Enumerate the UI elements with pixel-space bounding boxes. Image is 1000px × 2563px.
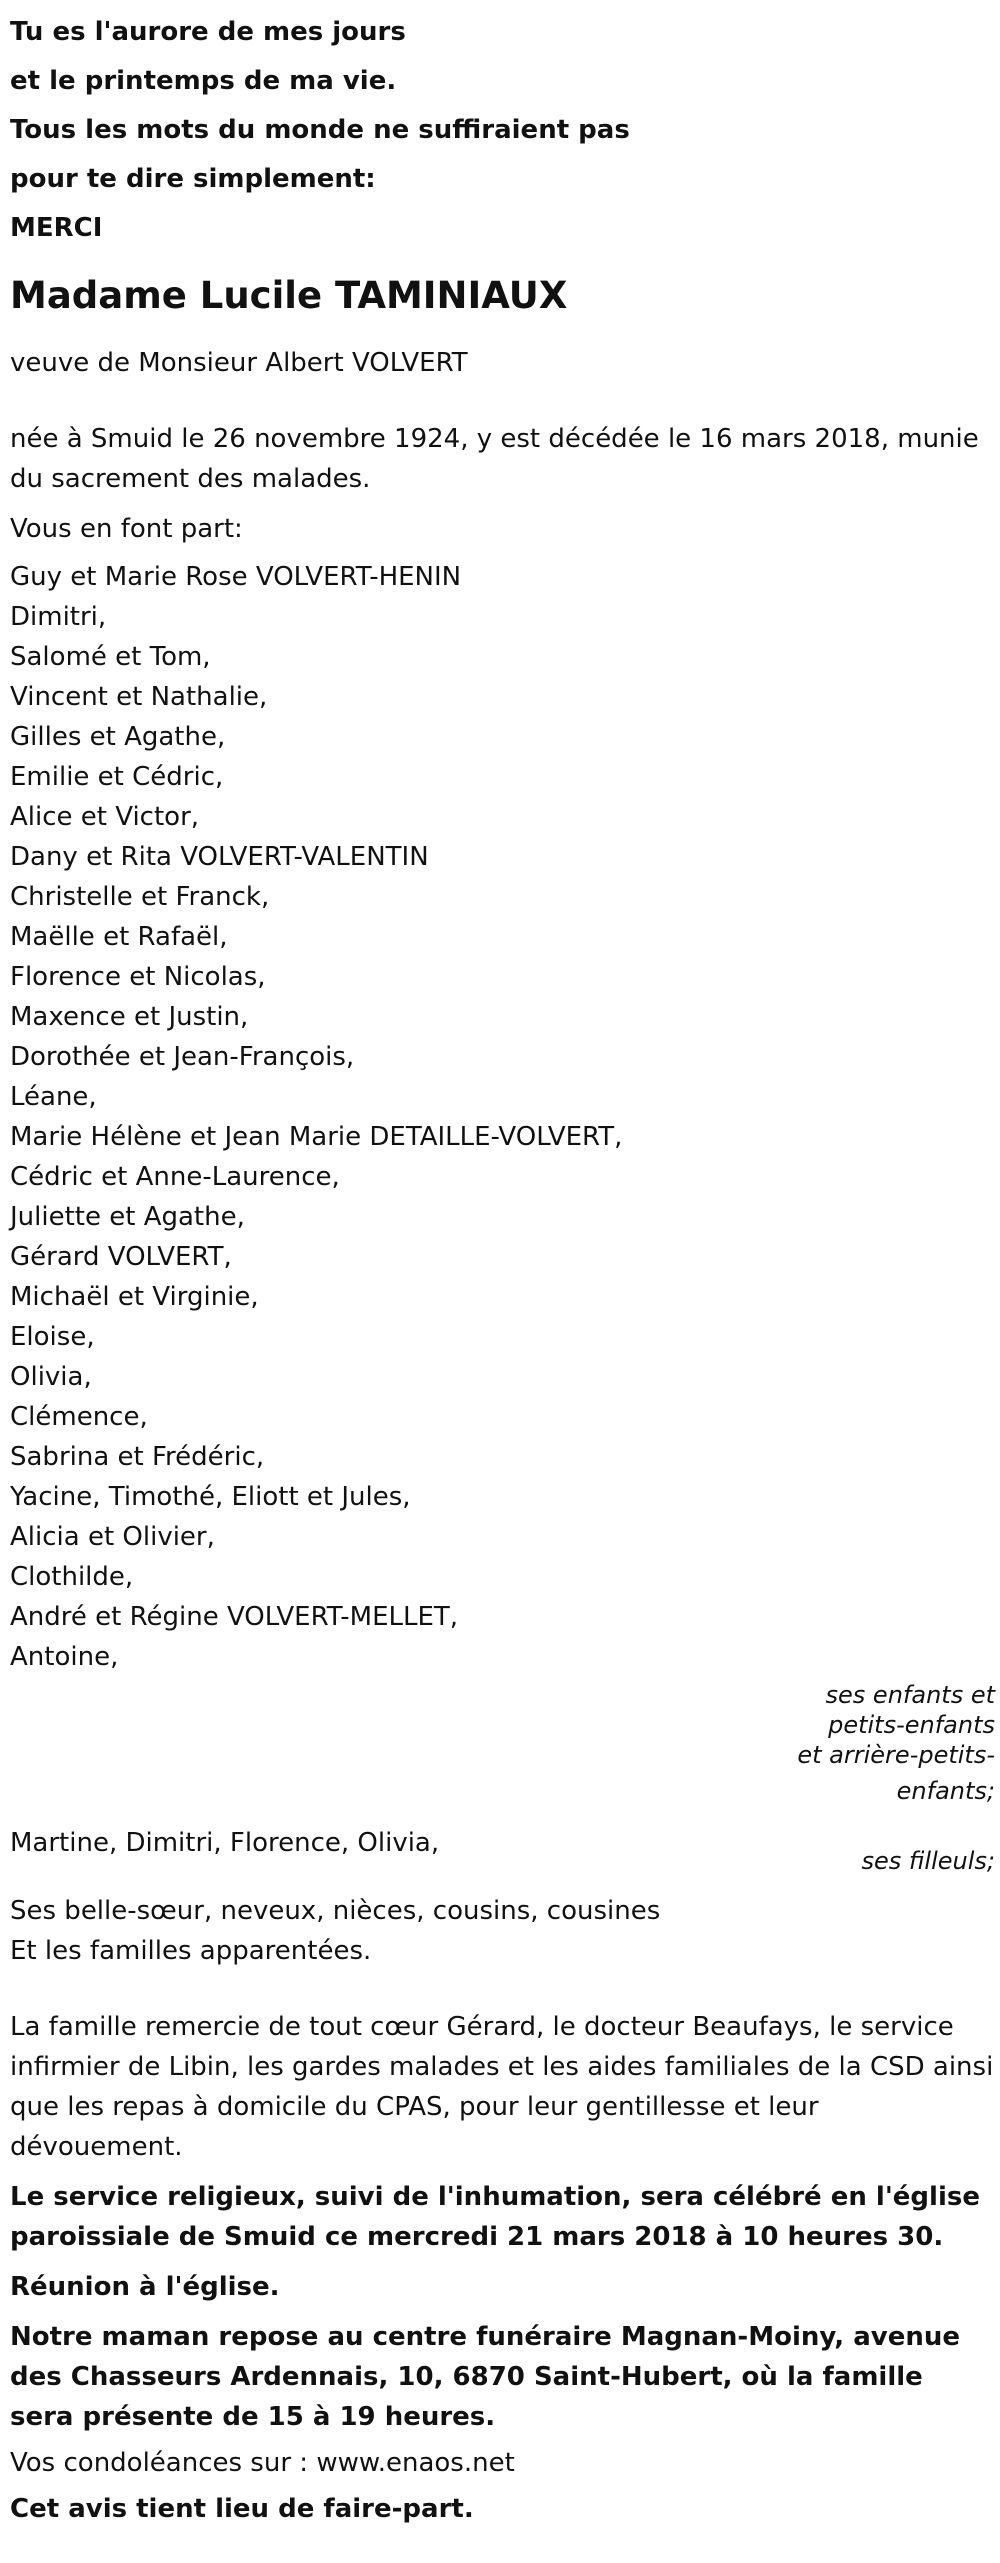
family-member: Dany et Rita VOLVERT-VALENTIN — [10, 842, 429, 872]
family-member: Florence et Nicolas, — [10, 962, 266, 992]
children-label-line: ses enfants et — [825, 1681, 995, 1709]
poem-line: Tu es l'aurore de mes jours — [10, 17, 406, 47]
poem-line: MERCI — [10, 213, 103, 243]
condolences-line: Vos condoléances sur : www.enaos.net — [10, 2448, 515, 2478]
family-member: Marie Hélène et Jean Marie DETAILLE-VOLVERT, — [10, 1122, 623, 1152]
family-member: Christelle et Franck, — [10, 882, 270, 912]
announce-line: Vous en font part: — [10, 514, 243, 544]
family-member: Dimitri, — [10, 602, 107, 632]
family-member: Léane, — [10, 1082, 97, 1112]
family-member: Dorothée et Jean-François, — [10, 1042, 355, 1072]
widow-line: veuve de Monsieur Albert VOLVERT — [10, 348, 468, 378]
family-member: Michaël et Virginie, — [10, 1282, 259, 1312]
children-label-line: enfants; — [896, 1777, 995, 1805]
poem-line: pour te dire simplement: — [10, 164, 376, 194]
reunion-line: Réunion à l'église. — [10, 2272, 280, 2302]
family-member: Alice et Victor, — [10, 802, 200, 832]
service-paragraph: Le service religieux, suivi de l'inhumation, sera célébré en l'église paroissiale de Smuid ce mercredi 21 mars 2018 à 10 heures 30. — [10, 2182, 980, 2252]
family-list — [10, 557, 995, 1677]
relatives-block — [10, 1891, 995, 1971]
family-member: Eloise, — [10, 1322, 95, 1352]
family-member: André et Régine VOLVERT-MELLET, — [10, 1602, 459, 1632]
family-member: Emilie et Cédric, — [10, 762, 224, 792]
poem-line: et le printemps de ma vie. — [10, 66, 397, 96]
family-member: Maxence et Justin, — [10, 1002, 249, 1032]
funeral-home-paragraph: Notre maman repose au centre funéraire Magnan-Moiny, avenue des Chasseurs Ardennais, 10, 6870 Saint-Hubert, où la famille sera présente de 15 à 19 heures. — [10, 2322, 961, 2432]
relatives-line: Et les familles apparentées. — [10, 1936, 372, 1966]
children-label — [10, 1677, 995, 1809]
family-member: Cédric et Anne-Laurence, — [10, 1162, 340, 1192]
family-member: Clothilde, — [10, 1562, 134, 1592]
godchildren-label: ses filleuls; — [861, 1847, 995, 1875]
family-member: Gilles et Agathe, — [10, 722, 226, 752]
family-member: Guy et Marie Rose VOLVERT-HENIN — [10, 562, 462, 592]
family-member: Salomé et Tom, — [10, 642, 211, 672]
deceased-name-title: Madame Lucile TAMINIAUX — [10, 274, 568, 317]
family-member: Olivia, — [10, 1362, 92, 1392]
family-member: Yacine, Timothé, Eliott et Jules, — [10, 1482, 411, 1512]
family-member: Antoine, — [10, 1642, 119, 1672]
birth-death-paragraph: née à Smuid le 26 novembre 1924, y est décédée le 16 mars 2018, munie du sacrement des malades. — [10, 424, 979, 494]
children-label-line: petits-enfants — [828, 1711, 995, 1739]
obituary-content — [10, 0, 995, 2529]
children-label-line: et arrière-petits- — [797, 1741, 995, 1769]
thanks-paragraph: La famille remercie de tout cœur Gérard, le docteur Beaufays, le service infirmier de Libin, les gardes malades et les aides familiales de la CSD ainsi que les repas à domicile du CPAS, pour leur gentillesse et leur dévouement. — [10, 2012, 994, 2162]
godchildren-row — [10, 1813, 995, 1875]
family-member: Maëlle et Rafaël, — [10, 922, 228, 952]
relatives-line: Ses belle-sœur, neveux, nièces, cousins, cousines — [10, 1896, 661, 1926]
poem — [10, 8, 995, 253]
family-member: Gérard VOLVERT, — [10, 1242, 232, 1272]
family-member: Juliette et Agathe, — [10, 1202, 245, 1232]
family-member: Alicia et Olivier, — [10, 1522, 215, 1552]
family-member: Vincent et Nathalie, — [10, 682, 268, 712]
poem-line: Tous les mots du monde ne suffiraient pas — [10, 115, 630, 145]
family-member: Sabrina et Frédéric, — [10, 1442, 265, 1472]
notice-line: Cet avis tient lieu de faire-part. — [10, 2494, 474, 2524]
family-member: Clémence, — [10, 1402, 148, 1432]
godchildren-names: Martine, Dimitri, Florence, Olivia, — [10, 1828, 440, 1858]
